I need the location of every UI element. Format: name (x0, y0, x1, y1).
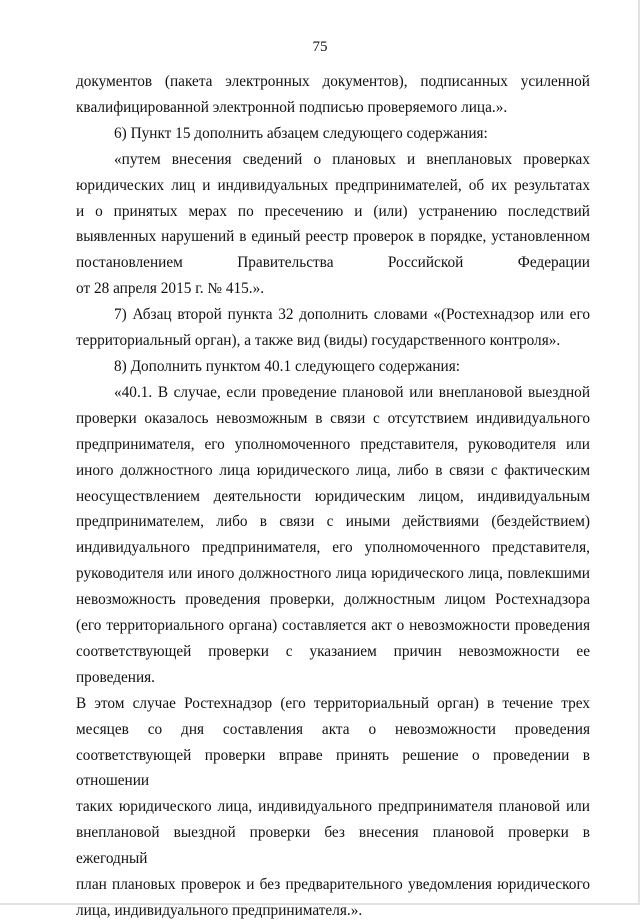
text-line: лица, индивидуального предпринимателя.». (76, 902, 363, 919)
text-line: и о принятых мерах по пресечению и (или) устранению последствий (76, 202, 590, 220)
text-line: предпринимателем, либо в связи с иными действиями (бездействием) (76, 513, 590, 531)
text-line: 7) Абзац второй пункта 32 дополнить словами «(Ростехнадзор или его (114, 306, 590, 324)
text-line: от 28 апреля 2015 г. № 415.». (76, 280, 265, 298)
text-line: руководителя или иного должностного лица юридического лица, повлекшими (76, 565, 590, 583)
text-line: квалифицированной электронной подписью проверяемого лица.». (76, 98, 508, 116)
text-line: выявленных нарушений в единый реестр проверок в порядке, установленном (76, 228, 590, 246)
text-line: месяцев со дня составления акта о невозможности проведения (76, 720, 590, 738)
text-line: индивидуального предпринимателя, его уполномоченного представителя, (76, 539, 590, 557)
text-line: 8) Дополнить пунктом 40.1 следующего содержания: (114, 357, 461, 375)
text-line: В этом случае Ростехнадзор (его территориальный орган) в течение трех (76, 694, 590, 712)
text-line: таких юридического лица, индивидуального предпринимателя плановой или (76, 798, 590, 816)
text-line: «40.1. В случае, если проведение плановой или внеплановой выездной (114, 383, 590, 401)
text-line: постановлением Правительства Российской Федерации (76, 254, 590, 272)
text-line: иного должностного лица юридического лица, либо в связи с фактическим (76, 461, 590, 479)
text-line: неосуществлением деятельности юридическим лицом, индивидуальным (76, 487, 590, 505)
text-line: 6) Пункт 15 дополнить абзацем следующего содержания: (114, 124, 488, 142)
text-line: «путем внесения сведений о плановых и внеплановых проверках (114, 150, 590, 168)
text-line: план плановых проверок и без предварительного уведомления юридического (76, 876, 590, 894)
text-line: юридических лиц и индивидуальных предпринимателей, об их результатах (76, 176, 590, 194)
text-line: невозможность проведения проверки, должностным лицом Ростехнадзора (76, 591, 590, 609)
text-line: внеплановой выездной проверки без внесения плановой проверки в ежегодный (76, 824, 590, 868)
text-line: проверки оказалось невозможным в связи с отсутствием индивидуального (76, 409, 590, 427)
text-line: территориальный орган), а также вид (виды) государственного контроля». (76, 332, 561, 350)
text-line: документов (пакета электронных документов), подписанных усиленной (76, 73, 590, 90)
document-body (76, 69, 590, 924)
text-line: соответствующей проверки с указанием причин невозможности ее проведения. (76, 642, 590, 686)
text-line: (его территориального органа) составляется акт о невозможности проведения (76, 617, 590, 635)
text-line: предпринимателя, его уполномоченного представителя, руководителя или (76, 435, 590, 453)
page-number: 75 (312, 39, 328, 55)
text-line: соответствующей проверки вправе принять решение о проведении в отношении (76, 746, 590, 790)
